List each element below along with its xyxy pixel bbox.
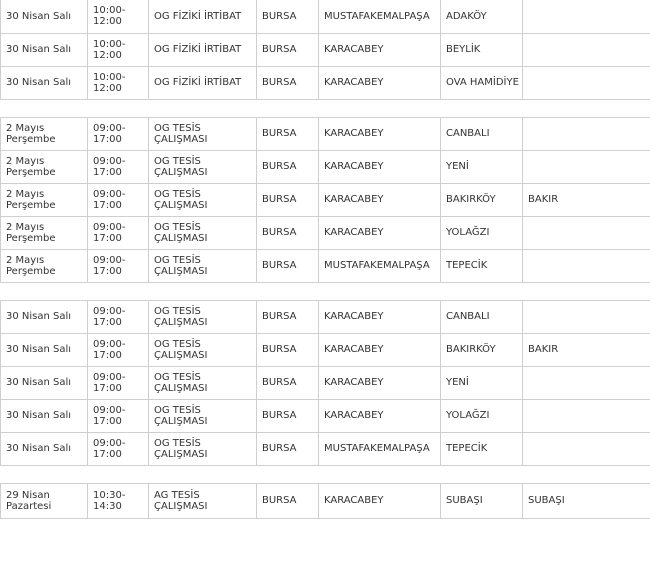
street-cell (523, 150, 650, 183)
table-row (1, 0, 650, 33)
province-cell: BURSA (257, 432, 319, 465)
separator-cell (1, 465, 650, 483)
outage-table-body (1, 0, 650, 518)
district-cell: KARACABEY (319, 399, 441, 432)
province-cell: BURSA (257, 333, 319, 366)
neighborhood-cell: BEYLİK (441, 33, 523, 66)
work-type-cell: OG TESİS ÇALIŞMASI (149, 117, 257, 150)
time-cell: 09:00-17:00 (88, 366, 149, 399)
table-row (1, 150, 650, 183)
date-cell: 2 Mayıs Perşembe (1, 117, 88, 150)
province-cell: BURSA (257, 216, 319, 249)
district-cell: KARACABEY (319, 300, 441, 333)
neighborhood-cell: BAKIRKÖY (441, 183, 523, 216)
time-cell: 10:00-12:00 (88, 0, 149, 33)
date-cell: 30 Nisan Salı (1, 66, 88, 99)
time-cell: 10:00-12:00 (88, 66, 149, 99)
province-cell: BURSA (257, 183, 319, 216)
province-cell: BURSA (257, 249, 319, 282)
neighborhood-cell: OVA HAMİDİYE (441, 66, 523, 99)
time-cell: 09:00-17:00 (88, 432, 149, 465)
neighborhood-cell: YENİ (441, 366, 523, 399)
work-type-cell: OG TESİS ÇALIŞMASI (149, 249, 257, 282)
table-row (1, 300, 650, 333)
time-cell: 09:00-17:00 (88, 333, 149, 366)
work-type-cell: OG TESİS ÇALIŞMASI (149, 333, 257, 366)
neighborhood-cell: TEPECİK (441, 249, 523, 282)
group-separator (1, 282, 650, 300)
street-cell (523, 249, 650, 282)
time-cell: 09:00-17:00 (88, 399, 149, 432)
district-cell: MUSTAFAKEMALPAŞA (319, 249, 441, 282)
date-cell: 30 Nisan Salı (1, 33, 88, 66)
time-cell: 09:00-17:00 (88, 300, 149, 333)
street-cell (523, 432, 650, 465)
district-cell: KARACABEY (319, 183, 441, 216)
time-cell: 09:00-17:00 (88, 117, 149, 150)
separator-cell (1, 282, 650, 300)
neighborhood-cell: YENİ (441, 150, 523, 183)
district-cell: KARACABEY (319, 150, 441, 183)
province-cell: BURSA (257, 366, 319, 399)
date-cell: 30 Nisan Salı (1, 333, 88, 366)
street-cell: BAKIR (523, 183, 650, 216)
date-cell: 30 Nisan Salı (1, 300, 88, 333)
table-row (1, 249, 650, 282)
neighborhood-cell: ADAKÖY (441, 0, 523, 33)
street-cell (523, 0, 650, 33)
district-cell: KARACABEY (319, 483, 441, 518)
time-cell: 09:00-17:00 (88, 150, 149, 183)
province-cell: BURSA (257, 66, 319, 99)
date-cell: 2 Mayıs Perşembe (1, 150, 88, 183)
work-type-cell: OG FİZİKİ İRTİBAT (149, 33, 257, 66)
table-row (1, 117, 650, 150)
work-type-cell: OG TESİS ÇALIŞMASI (149, 183, 257, 216)
work-type-cell: OG FİZİKİ İRTİBAT (149, 66, 257, 99)
province-cell: BURSA (257, 33, 319, 66)
table-row (1, 183, 650, 216)
date-cell: 30 Nisan Salı (1, 366, 88, 399)
table-row (1, 66, 650, 99)
time-cell: 09:00-17:00 (88, 183, 149, 216)
street-cell (523, 366, 650, 399)
district-cell: KARACABEY (319, 117, 441, 150)
street-cell (523, 399, 650, 432)
street-cell (523, 300, 650, 333)
province-cell: BURSA (257, 150, 319, 183)
neighborhood-cell: YOLAĞZI (441, 216, 523, 249)
street-cell (523, 216, 650, 249)
table-row (1, 216, 650, 249)
street-cell (523, 33, 650, 66)
street-cell: SUBAŞI (523, 483, 650, 518)
street-cell (523, 66, 650, 99)
province-cell: BURSA (257, 0, 319, 33)
district-cell: KARACABEY (319, 216, 441, 249)
work-type-cell: OG TESİS ÇALIŞMASI (149, 150, 257, 183)
province-cell: BURSA (257, 483, 319, 518)
work-type-cell: OG TESİS ÇALIŞMASI (149, 300, 257, 333)
district-cell: MUSTAFAKEMALPAŞA (319, 432, 441, 465)
date-cell: 2 Mayıs Perşembe (1, 216, 88, 249)
date-cell: 30 Nisan Salı (1, 0, 88, 33)
district-cell: KARACABEY (319, 366, 441, 399)
table-row (1, 33, 650, 66)
work-type-cell: OG TESİS ÇALIŞMASI (149, 432, 257, 465)
table-row (1, 333, 650, 366)
table-row (1, 483, 650, 518)
time-cell: 10:30-14:30 (88, 483, 149, 518)
work-type-cell: AG TESİS ÇALIŞMASI (149, 483, 257, 518)
time-cell: 10:00-12:00 (88, 33, 149, 66)
time-cell: 09:00-17:00 (88, 216, 149, 249)
date-cell: 30 Nisan Salı (1, 432, 88, 465)
time-cell: 09:00-17:00 (88, 249, 149, 282)
neighborhood-cell: SUBAŞI (441, 483, 523, 518)
province-cell: BURSA (257, 399, 319, 432)
separator-cell (1, 99, 650, 117)
date-cell: 30 Nisan Salı (1, 399, 88, 432)
work-type-cell: OG TESİS ÇALIŞMASI (149, 216, 257, 249)
work-type-cell: OG TESİS ÇALIŞMASI (149, 399, 257, 432)
work-type-cell: OG TESİS ÇALIŞMASI (149, 366, 257, 399)
province-cell: BURSA (257, 300, 319, 333)
neighborhood-cell: TEPECİK (441, 432, 523, 465)
date-cell: 29 Nisan Pazartesi (1, 483, 88, 518)
neighborhood-cell: YOLAĞZI (441, 399, 523, 432)
table-row (1, 366, 650, 399)
group-separator (1, 99, 650, 117)
neighborhood-cell: BAKIRKÖY (441, 333, 523, 366)
street-cell (523, 117, 650, 150)
table-row (1, 399, 650, 432)
district-cell: KARACABEY (319, 33, 441, 66)
table-row (1, 432, 650, 465)
province-cell: BURSA (257, 117, 319, 150)
district-cell: KARACABEY (319, 333, 441, 366)
district-cell: KARACABEY (319, 66, 441, 99)
group-separator (1, 465, 650, 483)
date-cell: 2 Mayıs Perşembe (1, 249, 88, 282)
neighborhood-cell: CANBALI (441, 117, 523, 150)
date-cell: 2 Mayıs Perşembe (1, 183, 88, 216)
district-cell: MUSTAFAKEMALPAŞA (319, 0, 441, 33)
neighborhood-cell: CANBALI (441, 300, 523, 333)
street-cell: BAKIR (523, 333, 650, 366)
work-type-cell: OG FİZİKİ İRTİBAT (149, 0, 257, 33)
